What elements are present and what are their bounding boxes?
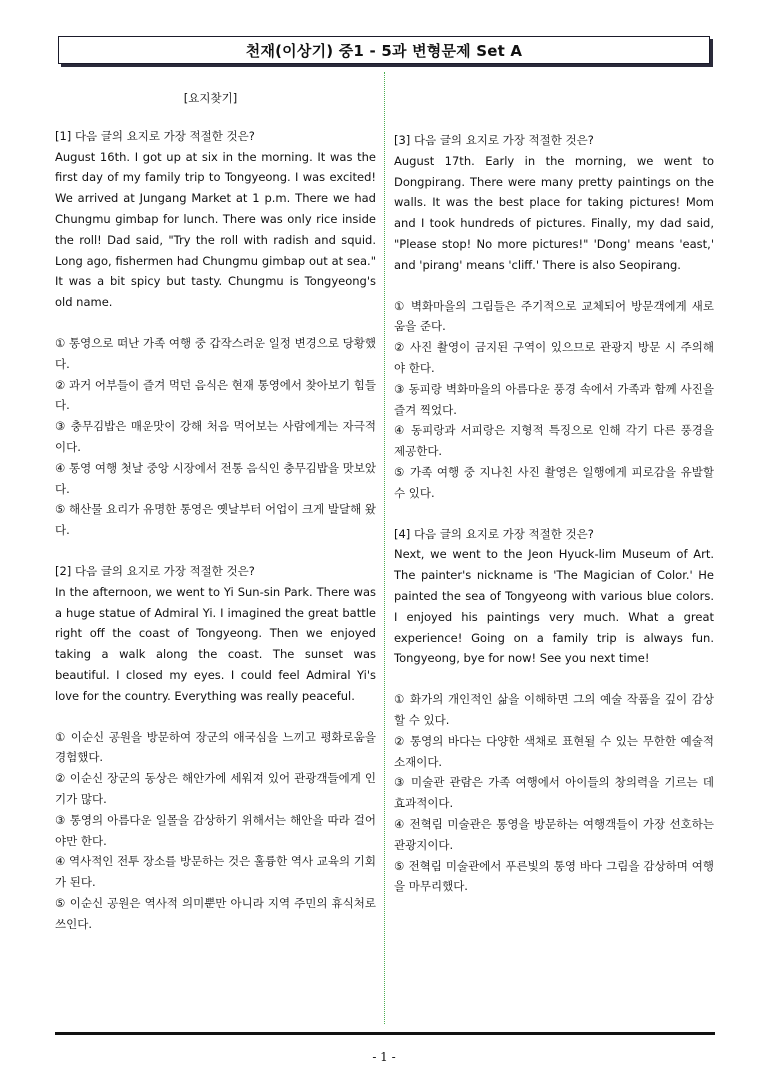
answer-options	[55, 727, 376, 935]
answer-option[interactable]: ④ 역사적인 전투 장소를 방문하는 것은 훌륭한 역사 교육의 기회가 된다.	[55, 854, 376, 890]
answer-option[interactable]: ⑤ 해산물 요리가 유명한 통영은 옛날부터 어업이 크게 발달해 왔다.	[55, 502, 376, 538]
answer-option[interactable]: ⑤ 전혁림 미술관에서 푸른빛의 통영 바다 그림을 감상하며 여행을 마무리했다.	[394, 858, 714, 894]
left-column	[55, 88, 376, 954]
question-1	[55, 126, 376, 541]
answer-option[interactable]: ① 이순신 공원을 방문하여 장군의 애국심을 느끼고 평화로움을 경험했다.	[55, 729, 376, 765]
answer-option[interactable]: ④ 동피랑과 서피랑은 지형적 특징으로 인해 각기 다른 풍경을 제공한다.	[394, 423, 714, 459]
answer-option[interactable]: ③ 충무김밥은 매운맛이 강해 처음 먹어보는 사람에게는 자극적이다.	[55, 419, 376, 454]
question-2	[55, 561, 376, 935]
footer-rule	[55, 1032, 715, 1035]
page-number: - 1 -	[372, 1050, 396, 1064]
answer-options	[394, 296, 714, 504]
answer-option[interactable]: ② 통영의 바다는 다양한 색채로 표현될 수 있는 무한한 예술적 소재이다.	[394, 733, 714, 769]
answer-option[interactable]: ① 화가의 개인적인 삶을 이해하면 그의 예술 작품을 깊이 감상할 수 있다.	[394, 692, 714, 727]
answer-option[interactable]: ④ 전혁림 미술관은 통영을 방문하는 여행객들이 가장 선호하는 관광지이다.	[394, 816, 714, 852]
question-title: [1] 다음 글의 요지로 가장 적절한 것은?	[55, 128, 255, 143]
answer-option[interactable]: ③ 동피랑 벽화마을의 아름다운 풍경 속에서 가족과 함께 사진을 즐겨 찍었다.	[394, 381, 714, 417]
answer-option[interactable]: ⑤ 가족 여행 중 지나친 사진 촬영은 일행에게 피로감을 유발할 수 있다.	[394, 464, 714, 500]
answer-option[interactable]: ① 통영으로 떠난 가족 여행 중 갑작스러운 일정 변경으로 당황했다.	[55, 335, 376, 371]
answer-options	[394, 689, 714, 897]
answer-option[interactable]: ⑤ 이순신 공원은 역사적 의미뿐만 아니라 지역 주민의 휴식처로 쓰인다.	[55, 895, 376, 931]
question-passage: August 16th. I got up at six in the morning. It was the first day of my family trip to Tongyeong. I was excited! We arrived at Jungang Market at 1 p.m. There we had Chungmu gimbap for lunch. There was only rice inside the roll! Dad said, "Try the roll with radish and squid. Long ago, fishermen had Chungmu gimbap out at sea." It was a bit spicy but tasty. Chungmu is Tongyeong's old name.	[55, 149, 376, 310]
answer-options	[55, 333, 376, 541]
answer-option[interactable]: ② 사진 촬영이 금지된 구역이 있으므로 관광지 방문 시 주의해야 한다.	[394, 340, 714, 375]
right-column	[394, 130, 714, 917]
question-passage: Next, we went to the Jeon Hyuck-lim Museum of Art. The painter's nickname is 'The Magician of Color.' He painted the sea of Tongyeong with various blue colors. I enjoyed his paintings very much. What a great experience! Going on a family trip is always fun. Tongyeong, bye for now! See you next time!	[394, 547, 714, 666]
answer-option[interactable]: ② 이순신 장군의 동상은 해안가에 세워져 있어 관광객들에게 인기가 많다.	[55, 771, 376, 806]
question-passage: August 17th. Early in the morning, we went to Dongpirang. There were many pretty paintings on the walls. It was the best place for taking pictures! Mom and I took hundreds of pictures. Finally, my dad said, "Please stop! No more pictures!" 'Dong' means 'east,' and 'pirang' means 'cliff.' There is also Seopirang.	[394, 153, 714, 272]
question-3	[394, 130, 714, 504]
answer-option[interactable]: ③ 미술관 관람은 가족 여행에서 아이들의 창의력을 기르는 데 효과적이다.	[394, 775, 714, 811]
question-4	[394, 524, 714, 898]
question-passage: In the afternoon, we went to Yi Sun-sin Park. There was a huge statue of Admiral Yi. I imagined the great battle right off the coast of Tongyeong. Then we enjoyed taking a walk along the coast. The sunset was beautiful. I closed my eyes. I could feel Admiral Yi's love for the country. Everything was really peaceful.	[55, 584, 376, 703]
answer-option[interactable]: ① 벽화마을의 그림들은 주기적으로 교체되어 방문객에게 새로움을 준다.	[394, 298, 714, 334]
column-divider	[384, 72, 385, 1024]
section-label: [요지찾기]	[183, 91, 238, 105]
question-title: [3] 다음 글의 요지로 가장 적절한 것은?	[394, 133, 594, 147]
question-title: [2] 다음 글의 요지로 가장 적절한 것은?	[55, 563, 255, 578]
page-title: 천재(이상기) 중1 - 5과 변형문제 Set A	[58, 36, 710, 64]
answer-option[interactable]: ④ 통영 여행 첫날 중앙 시장에서 전통 음식인 충무김밥을 맛보았다.	[55, 460, 376, 496]
answer-option[interactable]: ③ 통영의 아름다운 일몰을 감상하기 위해서는 해안을 따라 걸어야만 한다.	[55, 812, 376, 848]
question-title: [4] 다음 글의 요지로 가장 적절한 것은?	[394, 526, 594, 541]
answer-option[interactable]: ② 과거 어부들이 즐겨 먹던 음식은 현재 통영에서 찾아보기 힘들다.	[55, 377, 376, 413]
